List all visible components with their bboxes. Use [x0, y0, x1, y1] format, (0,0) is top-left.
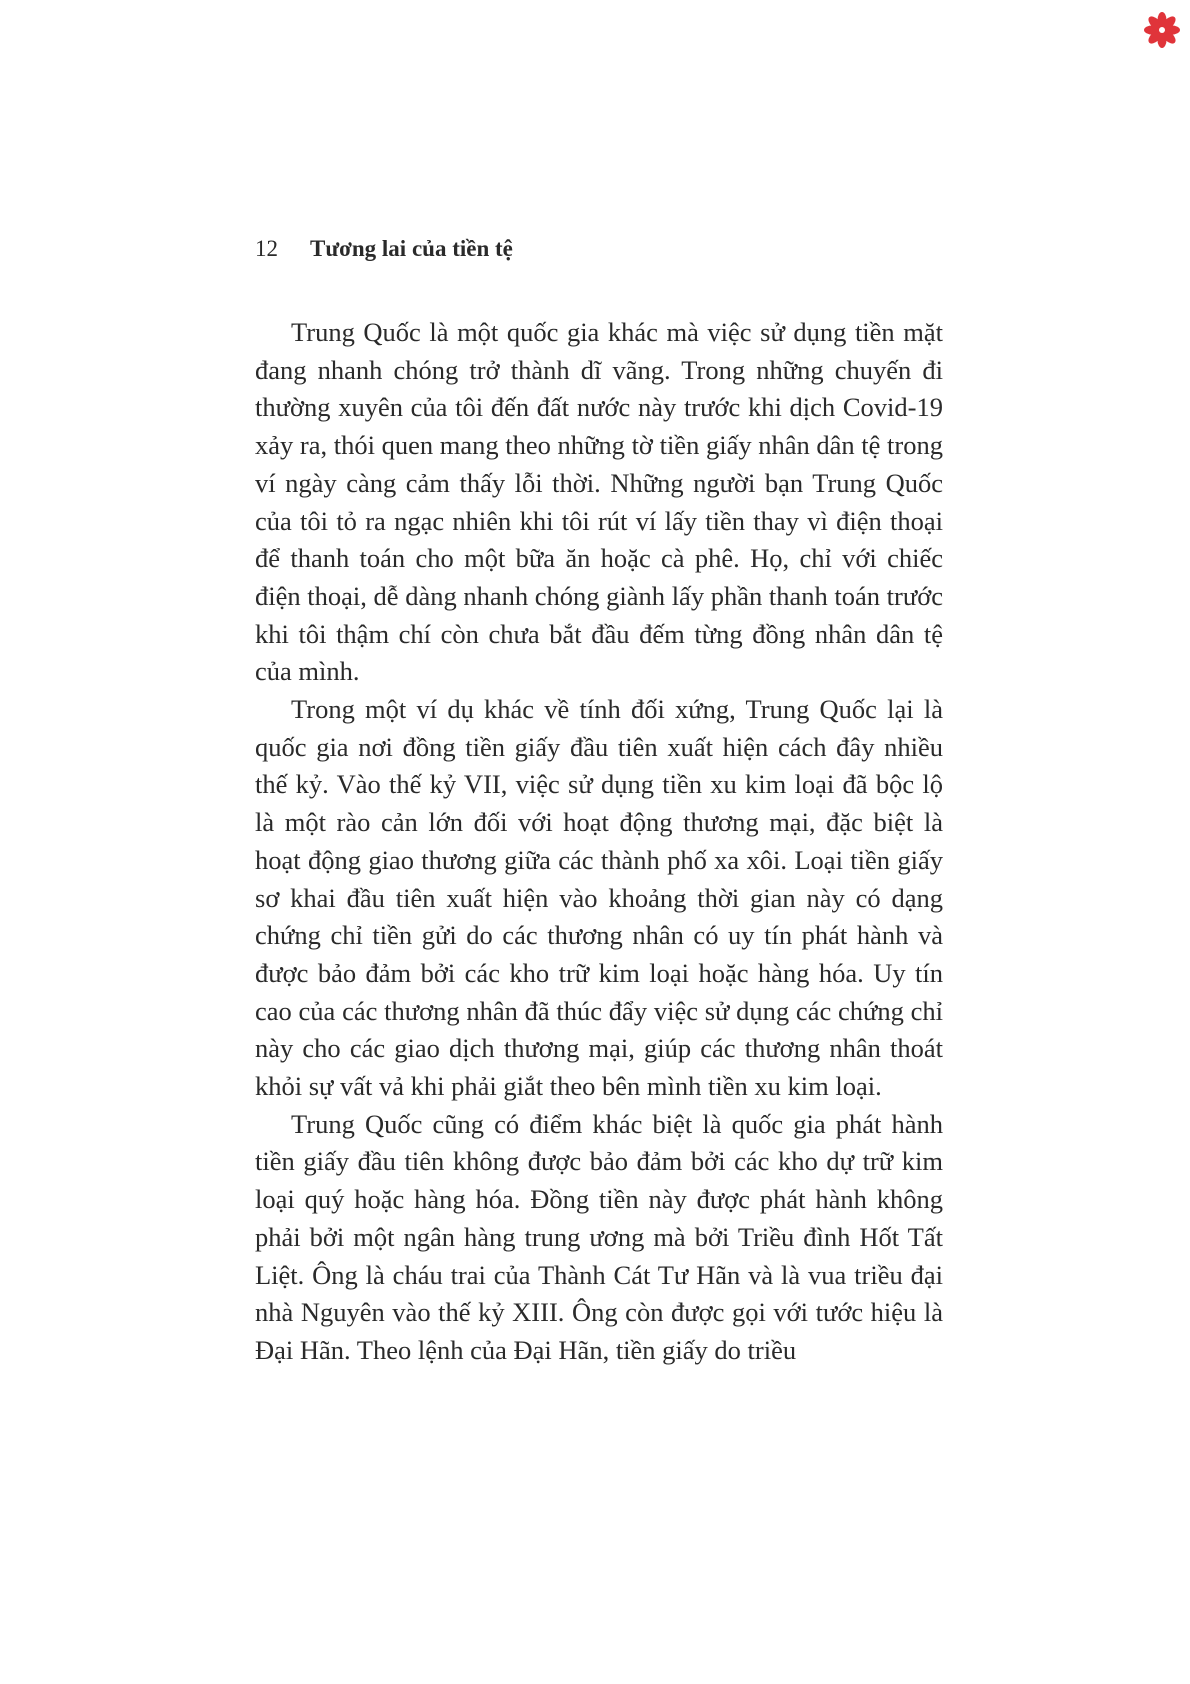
running-header: [255, 236, 955, 270]
running-title: Tương lai của tiền tệ: [310, 236, 513, 261]
paragraph-3: Trung Quốc cũng có điểm khác biệt là quốc gia phát hành tiền giấy đầu tiên không được bảo đảm bởi các kho dự trữ kim loại quý hoặc hàng hóa. Đồng tiền này được phát hành không phải bởi một ngân hàng trung ương mà bởi Triều đình Hốt Tất Liệt. Ông là cháu trai của Thành Cát Tư Hãn và là vua triều đại nhà Nguyên vào thế kỷ XIII. Ông còn được gọi với tước hiệu là Đại Hãn. Theo lệnh của Đại Hãn, tiền giấy do triều: [255, 1108, 943, 1365]
paragraph-1: Trung Quốc là một quốc gia khác mà việc sử dụng tiền mặt đang nhanh chóng trở thành dĩ vãng. Trong những chuyến đi thường xuyên của tôi đến đất nước này trước khi dịch Covid-19 xảy ra, thói quen mang theo những tờ tiền giấy nhân dân tệ trong ví ngày càng cảm thấy lỗi thời. Những người bạn Trung Quốc của tôi tỏ ra ngạc nhiên khi tôi rút ví lấy tiền thay vì điện thoại để thanh toán cho một bữa ăn hoặc cà phê. Họ, chỉ với chiếc điện thoại, dễ dàng nhanh chóng giành lấy phần thanh toán trước khi tôi thậm chí còn chưa bắt đầu đếm từng đồng nhân dân tệ của mình.: [255, 317, 943, 687]
body-text: [255, 314, 943, 1370]
paragraph-2: Trong một ví dụ khác về tính đối xứng, Trung Quốc lại là quốc gia nơi đồng tiền giấy đầu tiên xuất hiện cách đây nhiều thế kỷ. Vào thế kỷ VII, việc sử dụng tiền xu kim loại đã bộc lộ là một rào cản lớn đối với hoạt động thương mại, đặc biệt là hoạt động giao thương giữa các thành phố xa xôi. Loại tiền giấy sơ khai đầu tiên xuất hiện vào khoảng thời gian này có dạng chứng chỉ tiền gửi do các thương nhân có uy tín phát hành và được bảo đảm bởi các kho trữ kim loại hoặc hàng hóa. Uy tín cao của các thương nhân đã thúc đẩy việc sử dụng các chứng chỉ này cho các giao dịch thương mại, giúp các thương nhân thoát khỏi sự vất vả khi phải giắt theo bên mình tiền xu kim loại.: [255, 694, 943, 1102]
flower-logo-icon: [1142, 10, 1182, 50]
page-number: 12: [255, 236, 278, 261]
flower-logo-graphic: [1142, 10, 1182, 50]
